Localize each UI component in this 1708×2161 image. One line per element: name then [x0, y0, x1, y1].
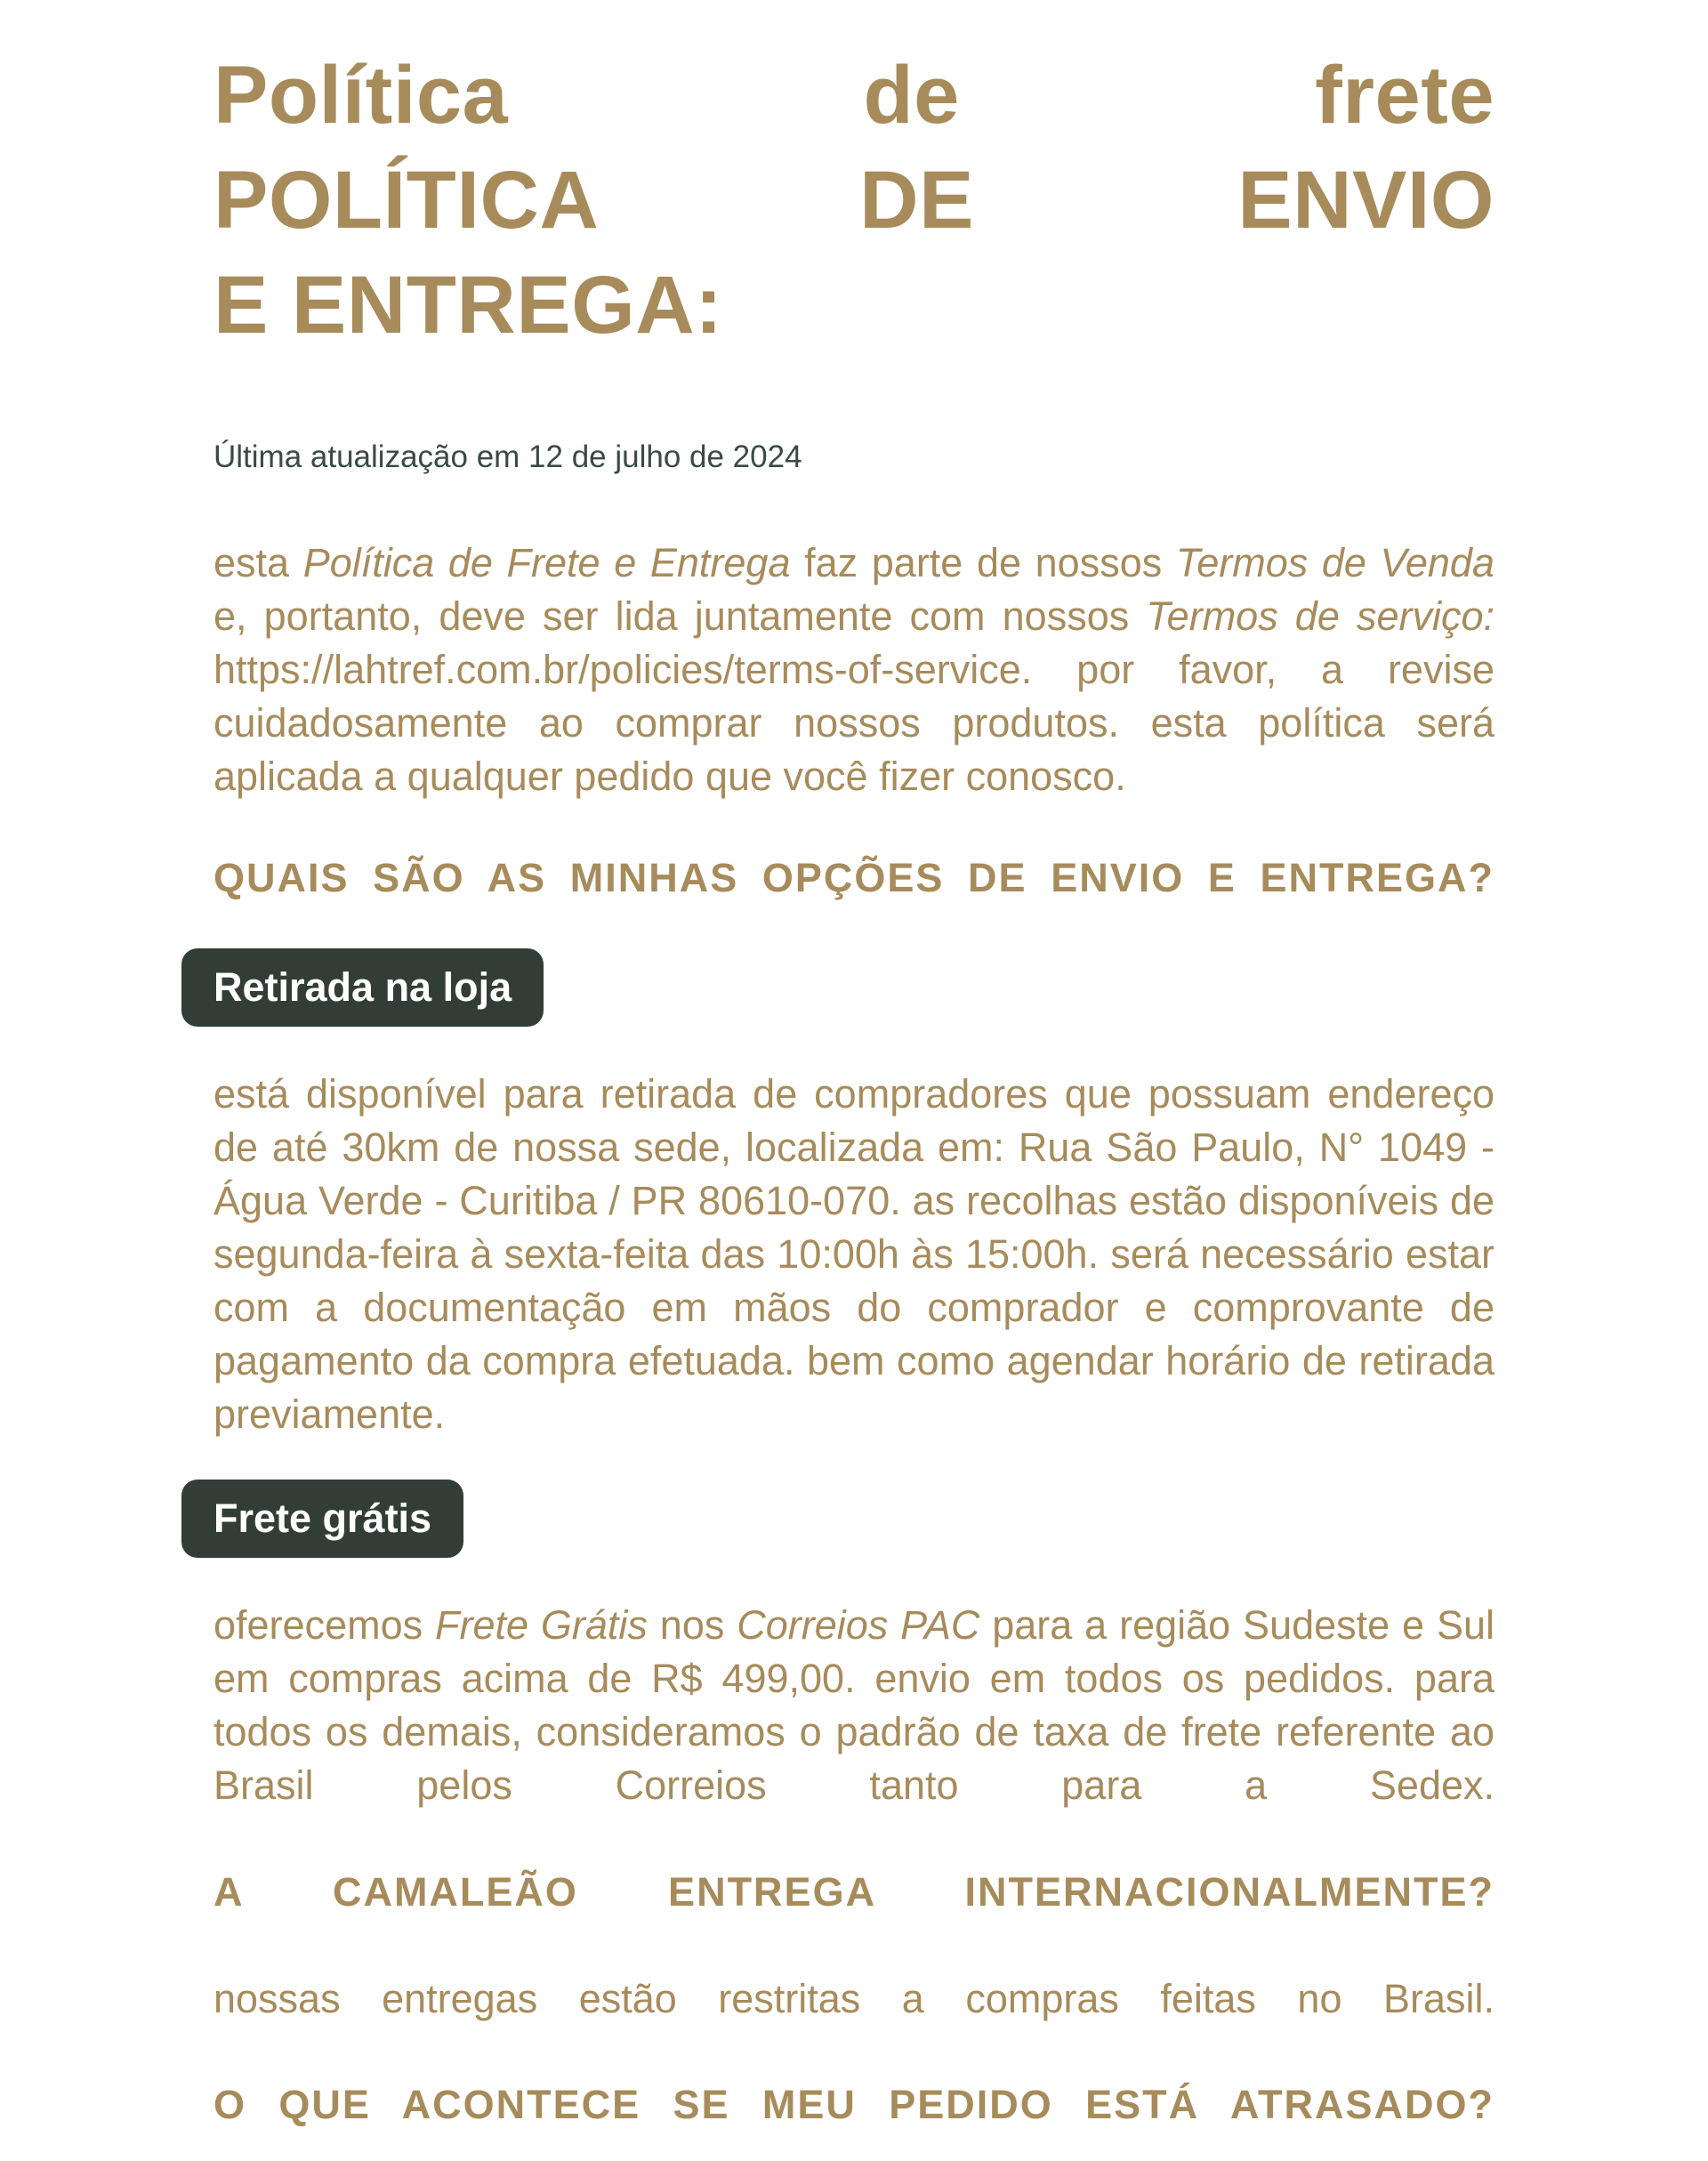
- title-line-2: POLÍTICA DE ENVIO: [214, 155, 1494, 246]
- free-shipping-text-1: oferecemos: [214, 1602, 435, 1648]
- intro-italic-terms-service: Termos de serviço:: [1146, 593, 1494, 639]
- international-paragraph: nossas entregas estão restritas a compras feitas no Brasil.: [214, 1976, 1494, 2021]
- free-shipping-paragraph: [214, 1599, 1494, 1812]
- pickup-paragraph: está disponível para retirada de compradores que possuam endereço de até 30km de nossa sede, localizada em: Rua São Paulo, N° 1049 - Água Verde - Curitiba / PR 80610-070. as recolhas estão disponíveis de segunda-feira à sexta-feita das 10:00h às 15:00h. será necessário estar com a documentação em mãos do comprador e comprovante de pagamento da compra efetuada. bem como agendar horário de retirada previamente.: [214, 1071, 1494, 1437]
- free-shipping-italic-1: Frete Grátis: [435, 1602, 648, 1648]
- pickup-badge: Retirada na loja: [181, 948, 544, 1027]
- intro-text-2: faz parte de nossos: [790, 540, 1176, 585]
- page-title: [214, 43, 1494, 358]
- free-shipping-text-2: nos: [647, 1602, 737, 1648]
- free-shipping-badge: Frete grátis: [181, 1480, 463, 1558]
- last-updated-date: Última atualização em 12 de julho de 2024: [214, 439, 802, 474]
- title-line-1: Política de frete: [214, 50, 1494, 141]
- intro-text-4: https://lahtref.com.br/policies/terms-of-service. por favor, a revise cuidadosamente ao comprar nossos produtos. esta política será aplicada a qualquer pedido que você fizer conosco.: [214, 647, 1494, 799]
- title-line-3: E ENTREGA:: [214, 260, 723, 351]
- free-shipping-italic-2: Correios PAC: [737, 1602, 980, 1648]
- intro-text-3: e, portanto, deve ser lida juntamente com nossos: [214, 593, 1147, 639]
- shipping-options-heading: QUAIS SÃO AS MINHAS OPÇÕES DE ENVIO E ENTREGA?: [214, 855, 1494, 900]
- intro-paragraph: [214, 536, 1494, 803]
- intro-text-1: esta: [214, 540, 303, 585]
- free-shipping-text-3: para a região Sudeste e Sul em compras acima de R$ 499,00. envio em todos os pedidos. para todos os demais, consideramos o padrão de taxa de frete referente ao Brasil pelos Correios tanto para a Sedex.: [214, 1602, 1494, 1808]
- intro-italic-policy: Política de Frete e Entrega: [302, 540, 791, 585]
- international-heading: A CAMALEÃO ENTREGA INTERNACIONALMENTE?: [214, 1869, 1494, 1915]
- intro-italic-terms-sale: Termos de Venda: [1175, 540, 1494, 585]
- delayed-order-heading: O QUE ACONTECE SE MEU PEDIDO ESTÁ ATRASADO?: [214, 2082, 1494, 2127]
